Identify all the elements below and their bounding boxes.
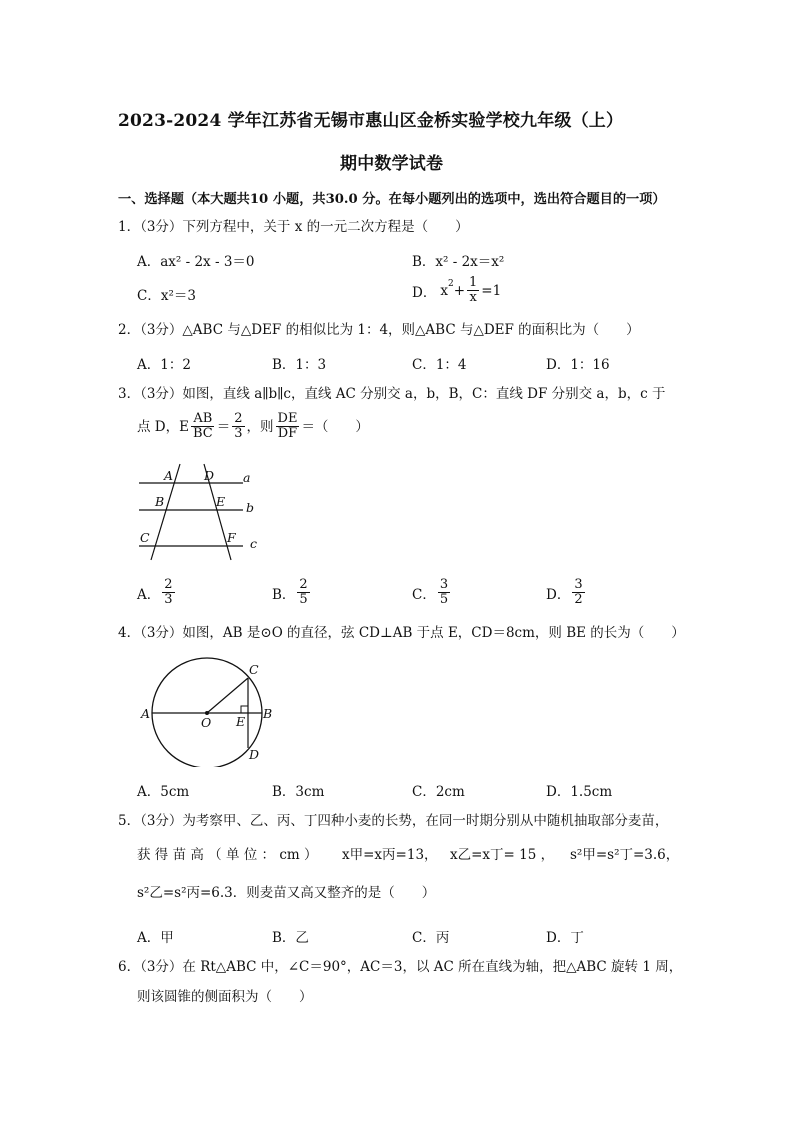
question-5-mean-a: x甲=x丙=13， bbox=[342, 847, 438, 863]
question-3-option-d bbox=[546, 578, 587, 607]
question-6-stem-line1: 6．（3分）在 Rt△ABC 中，∠C＝90°，AC＝3，以 AC 所在直线为轴，把△ABC 旋转 1 周， bbox=[118, 959, 683, 975]
fraction-numerator: AB bbox=[193, 411, 213, 426]
fraction-numerator: 2 bbox=[234, 411, 243, 426]
question-1-option-c: C．x²＝3 bbox=[137, 288, 196, 304]
question-4-option-c: C．2cm bbox=[412, 784, 465, 800]
option-label: D． bbox=[546, 586, 571, 603]
question-2-option-a: A．1：2 bbox=[137, 357, 191, 373]
fraction-denominator: 5 bbox=[439, 592, 449, 607]
question-3-option-c bbox=[412, 578, 452, 607]
stem-text: 点 D，E bbox=[137, 418, 189, 435]
fraction-numerator: 2 bbox=[164, 577, 173, 592]
question-2-option-c: C．1：4 bbox=[412, 357, 467, 373]
stem-text: ，则 bbox=[246, 418, 274, 435]
fraction-numerator: 2 bbox=[299, 577, 308, 592]
label-o: O bbox=[201, 715, 212, 730]
section-header: 一、选择题（本大题共10 小题，共30.0 分。在每小题列出的选项中，选出符合题目的一项） bbox=[118, 192, 666, 207]
fraction-numerator: 3 bbox=[439, 577, 449, 592]
label-e: E bbox=[236, 714, 246, 729]
fraction-denominator: BC bbox=[192, 426, 213, 441]
label-line-a: a bbox=[243, 470, 251, 485]
question-4-option-b: B．3cm bbox=[272, 784, 325, 800]
question-3-stem-line1: 3．（3分）如图，直线 a∥b∥c，直线 AC 分别交 a，b，B，C：直线 DF 分别交 a，b，c 于 bbox=[118, 386, 666, 402]
fraction-numerator: 1 bbox=[469, 275, 478, 290]
label-f-point: F bbox=[227, 530, 236, 545]
question-4-option-a: A．5cm bbox=[137, 784, 190, 800]
question-4-stem: 4．（3分）如图，AB 是⊙O 的直径，弦 CD⊥AB 于点 E，CD＝8cm，则 BE 的长为（ ） bbox=[118, 625, 685, 641]
fraction-numerator: 3 bbox=[574, 577, 583, 592]
option-label: B． bbox=[272, 586, 296, 603]
fraction-ab-bc bbox=[191, 412, 215, 441]
question-4-figure bbox=[135, 657, 285, 767]
label-line-c: c bbox=[250, 536, 258, 551]
label-b: B bbox=[263, 706, 273, 721]
option-fraction bbox=[572, 578, 584, 607]
option-fraction bbox=[297, 578, 309, 607]
question-5-option-c: C．丙 bbox=[412, 930, 450, 946]
question-2-option-d: D．1：16 bbox=[546, 357, 610, 373]
option-label: C． bbox=[412, 586, 436, 603]
question-4-option-d: D．1.5cm bbox=[546, 784, 613, 800]
option-d-expr-x: x bbox=[440, 282, 448, 299]
label-c: C bbox=[249, 662, 259, 677]
fraction-numerator: DE bbox=[277, 411, 298, 426]
label-a-point: A bbox=[164, 468, 174, 483]
option-d-expr-post: =1 bbox=[481, 282, 502, 299]
question-5-mean-b: x乙=x丁= 15 ， bbox=[450, 847, 555, 863]
label-d: D bbox=[249, 747, 260, 762]
fraction-denominator: 3 bbox=[234, 426, 243, 441]
page-subtitle: 期中数学试卷 bbox=[340, 154, 444, 174]
question-2-stem: 2．（3分）△ABC 与△DEF 的相似比为 1：4，则△ABC 与△DEF 的面积比为（ ） bbox=[118, 322, 640, 338]
question-5-option-d: D．丁 bbox=[546, 930, 584, 946]
fraction-denominator: 2 bbox=[574, 592, 583, 607]
stem-text: ＝（ ） bbox=[301, 418, 369, 435]
option-fraction bbox=[162, 578, 174, 607]
question-3-option-b bbox=[272, 578, 312, 607]
question-1-stem: 1．（3分）下列方程中，关于 x 的一元二次方程是（ ） bbox=[118, 219, 469, 235]
option-d-fraction bbox=[467, 276, 479, 305]
question-5-variance-a: s²甲=s²丁=3.6， bbox=[570, 847, 680, 863]
question-3-figure bbox=[132, 462, 262, 562]
right-angle-mark bbox=[241, 706, 248, 713]
label-d-point: D bbox=[204, 468, 215, 483]
question-5-option-b: B．乙 bbox=[272, 930, 309, 946]
page-title: 2023-2024 学年江苏省无锡市惠山区金桥实验学校九年级（上） bbox=[118, 111, 624, 131]
label-a: A bbox=[141, 706, 151, 721]
radius-oc bbox=[207, 678, 248, 713]
question-1-option-d: D． x $^2$ + $\frac{1}{x}$ =1 bbox=[412, 275, 502, 305]
question-1-option-b: B．x² - 2x＝x² bbox=[412, 254, 505, 270]
question-5-stem-line3: s²乙=s²丙=6.3．则麦苗又高又整齐的是（ ） bbox=[137, 885, 436, 901]
option-fraction bbox=[438, 578, 450, 607]
question-3-stem-line2 bbox=[137, 412, 369, 441]
question-3-option-a bbox=[137, 578, 177, 607]
question-1-option-a: A．ax² - 2x - 3＝0 bbox=[137, 254, 255, 270]
question-5-stem-line2-pre: 获 得 苗 高 （ 单 位 ： cm ） bbox=[137, 847, 318, 863]
label-line-b: b bbox=[246, 500, 255, 515]
question-5-option-a: A．甲 bbox=[137, 930, 174, 946]
fraction-denominator: x bbox=[469, 290, 477, 305]
equals-sign: ＝ bbox=[216, 418, 231, 435]
fraction-2-3 bbox=[232, 412, 244, 441]
question-2-option-b: B．1：3 bbox=[272, 357, 327, 373]
option-d-label: D． bbox=[412, 284, 437, 301]
question-5-stem-line1: 5．（3分）为考察甲、乙、丙、丁四种小麦的长势，在同一时期分别从中随机抽取部分麦苗， bbox=[118, 813, 669, 829]
fraction-de-df bbox=[276, 412, 300, 441]
option-label: A． bbox=[137, 586, 161, 603]
label-c-point: C bbox=[140, 530, 150, 545]
fraction-denominator: 5 bbox=[299, 592, 308, 607]
label-b-point: B bbox=[155, 494, 165, 509]
question-6-stem-line2: 则该圆锥的侧面积为（ ） bbox=[137, 989, 313, 1005]
label-e-point: E bbox=[216, 494, 226, 509]
fraction-denominator: 3 bbox=[164, 592, 173, 607]
fraction-denominator: DF bbox=[277, 426, 298, 441]
